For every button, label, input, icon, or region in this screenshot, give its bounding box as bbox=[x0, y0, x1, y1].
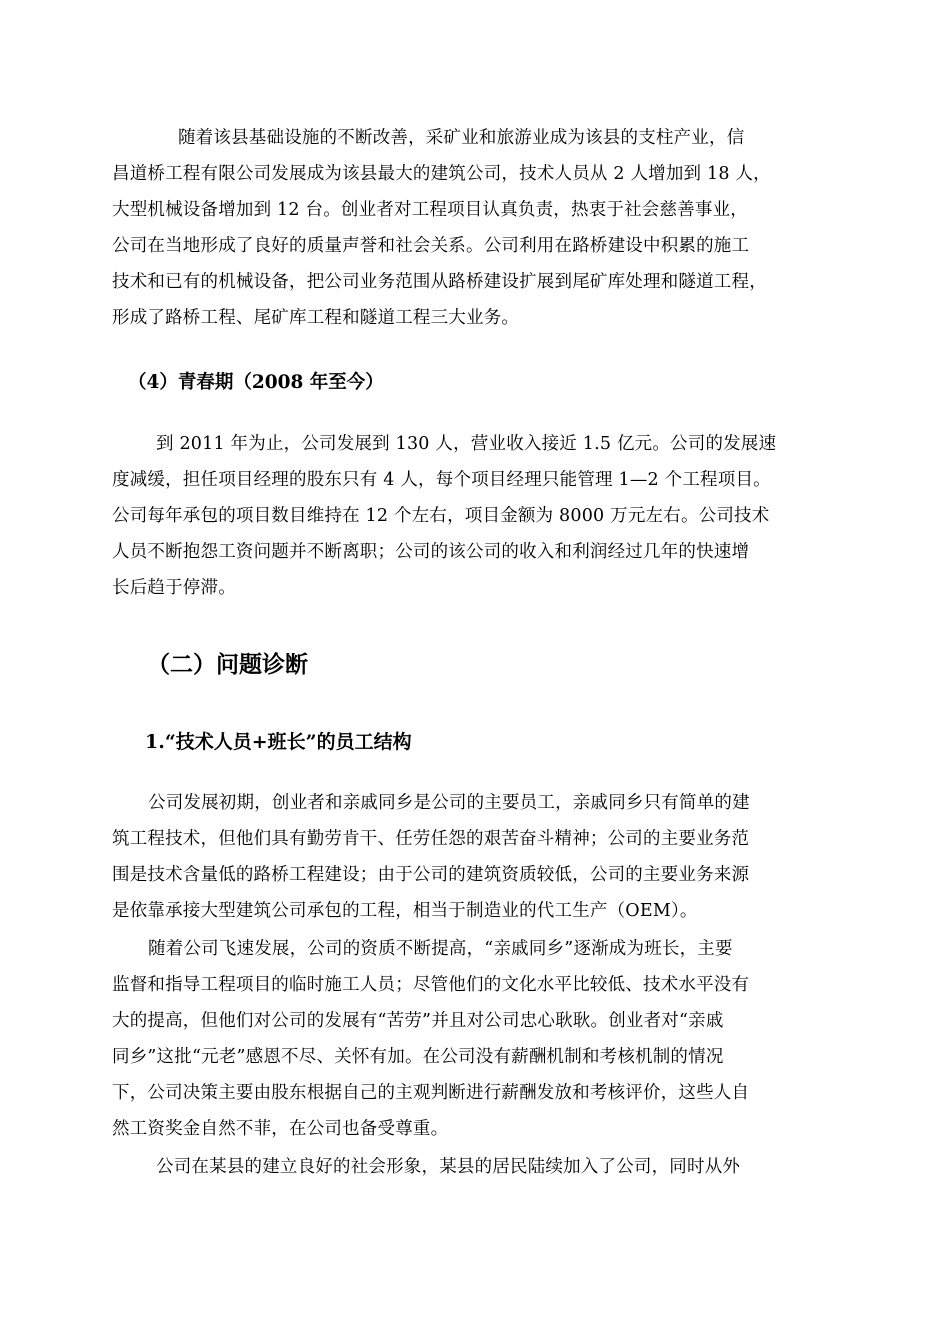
stage-heading: （4）青春期（2008 年至今） bbox=[128, 372, 384, 393]
paragraph-line: 形成了路桥工程、尾矿库工程和隧道工程三大业务。 bbox=[112, 308, 520, 328]
paragraph-line: 随着公司飞速发展，公司的资质不断提高，“亲戚同乡”逐渐成为班长，主要 bbox=[148, 939, 733, 959]
paragraph-line: 昌道桥工程有限公司发展成为该县最大的建筑公司，技术人员从 2 人增加到 18 人， bbox=[112, 164, 771, 184]
subsection-heading: 1.“技术人员+班长”的员工结构 bbox=[145, 731, 412, 753]
paragraph-line: 长后趋于停滞。 bbox=[112, 578, 236, 598]
paragraph-line: 随着该县基础设施的不断改善，采矿业和旅游业成为该县的支柱产业，信 bbox=[178, 128, 745, 148]
paragraph-line: 筑工程技术，但他们具有勤劳肯干、任劳任怨的艰苦奋斗精神；公司的主要业务范 bbox=[112, 829, 750, 849]
paragraph-line: 同乡”这批“元老”感恩不尽、关怀有加。在公司没有薪酬机制和考核机制的情况 bbox=[112, 1047, 724, 1067]
paragraph-line: 公司发展初期，创业者和亲戚同乡是公司的主要员工，亲戚同乡只有简单的建 bbox=[148, 793, 750, 813]
paragraph-line: 大的提高，但他们对公司的发展有“苦劳”并且对公司忠心耿耿。创业者对“亲戚 bbox=[112, 1011, 724, 1031]
paragraph-line: 然工资奖金自然不菲，在公司也备受尊重。 bbox=[112, 1119, 449, 1139]
paragraph-line: 公司在某县的建立良好的社会形象，某县的居民陆续加入了公司，同时从外 bbox=[156, 1157, 741, 1177]
paragraph-line: 公司每年承包的项目数目维持在 12 个左右，项目金额为 8000 万元左右。公司技术 bbox=[112, 506, 770, 526]
paragraph-line: 围是技术含量低的路桥工程建设；由于公司的建筑资质较低，公司的主要业务来源 bbox=[112, 865, 750, 885]
paragraph-line: 监督和指导工程项目的临时施工人员；尽管他们的文化水平比较低、技术水平没有 bbox=[112, 975, 750, 995]
paragraph-line: 技术和已有的机械设备，把公司业务范围从路桥建设扩展到尾矿库处理和隧道工程， bbox=[112, 272, 767, 292]
section-heading: （二）问题诊断 bbox=[147, 652, 308, 678]
paragraph-line: 是依靠承接大型建筑公司承包的工程，相当于制造业的代工生产（OEM）。 bbox=[112, 901, 698, 921]
paragraph-line: 公司在当地形成了良好的质量声誉和社会关系。公司利用在路桥建设中积累的施工 bbox=[112, 236, 750, 256]
paragraph-line: 下，公司决策主要由股东根据自己的主观判断进行薪酬发放和考核评价，这些人自 bbox=[112, 1083, 750, 1103]
paragraph-line: 人员不断抱怨工资问题并不断离职；公司的该公司的收入和利润经过几年的快速增 bbox=[112, 542, 750, 562]
paragraph-line: 大型机械设备增加到 12 台。创业者对工程项目认真负责，热衷于社会慈善事业， bbox=[112, 200, 748, 220]
paragraph-line: 到 2011 年为止，公司发展到 130 人，营业收入接近 1.5 亿元。公司的发展速 bbox=[156, 434, 777, 454]
paragraph-line: 度减缓，担任项目经理的股东只有 4 人，每个项目经理只能管理 1—2 个工程项目。 bbox=[112, 470, 771, 490]
